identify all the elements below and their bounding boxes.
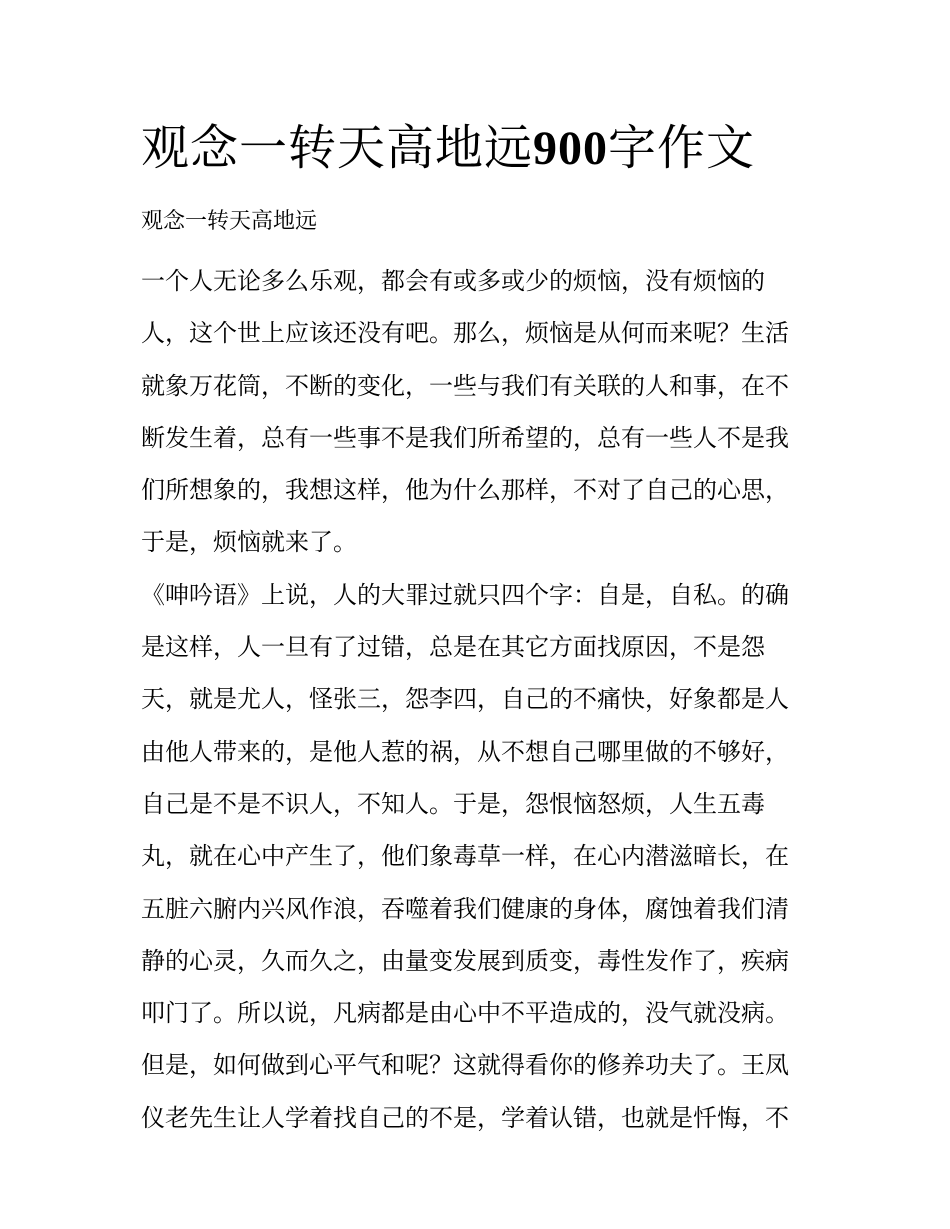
body-line: 仪老先生让人学着找自己的不是，学着认错，也就是忏悔，不 <box>141 1103 789 1132</box>
title-text: 观念一转天高地远 <box>141 120 534 176</box>
body-line: 《呻吟语》上说，人的大罪过就只四个字：自是，自私。的确 <box>141 580 789 609</box>
body-line: 但是，如何做到心平气和呢？这就得看你的修养功夫了。王凤 <box>141 1051 789 1080</box>
body-line: 五脏六腑内兴风作浪，吞噬着我们健康的身体，腐蚀着我们清 <box>141 894 789 923</box>
body-line: 一个人无论多么乐观，都会有或多或少的烦恼，没有烦恼的 <box>141 267 765 295</box>
document-body <box>141 255 821 1144</box>
title-suffix: 字作文 <box>608 120 756 176</box>
body-line: 们所想象的，我想这样，他为什么那样，不对了自己的心思， <box>141 476 789 505</box>
body-line: 叩门了。所以说，凡病都是由心中不平造成的，没气就没病。 <box>141 999 789 1028</box>
body-line: 于是，烦恼就来了。 <box>141 528 357 557</box>
body-line: 就象万花筒，不断的变化，一些与我们有关联的人和事，在不 <box>141 371 789 400</box>
body-line: 断发生着，总有一些事不是我们所希望的，总有一些人不是我 <box>141 423 789 452</box>
document-subtitle: 观念一转天高地远 <box>141 209 318 234</box>
body-line: 自己是不是不识人，不知人。于是，怨恨恼怒烦，人生五毒 <box>141 789 765 818</box>
body-line: 天，就是尤人，怪张三，怨李四，自己的不痛快，好象都是人 <box>141 685 789 714</box>
body-line: 由他人带来的，是他人惹的祸，从不想自己哪里做的不够好， <box>141 737 789 766</box>
body-line: 人，这个世上应该还没有吧。那么，烦恼是从何而来呢？生活 <box>141 319 789 348</box>
body-line: 丸，就在心中产生了，他们象毒草一样，在心内潜滋暗长，在 <box>141 842 789 871</box>
title-number: 900 <box>533 122 609 175</box>
body-line: 是这样，人一旦有了过错，总是在其它方面找原因，不是怨 <box>141 633 765 662</box>
document-title <box>141 112 821 185</box>
body-line: 静的心灵，久而久之，由量变发展到质变，毒性发作了，疾病 <box>141 946 789 975</box>
document-content <box>141 112 821 1144</box>
